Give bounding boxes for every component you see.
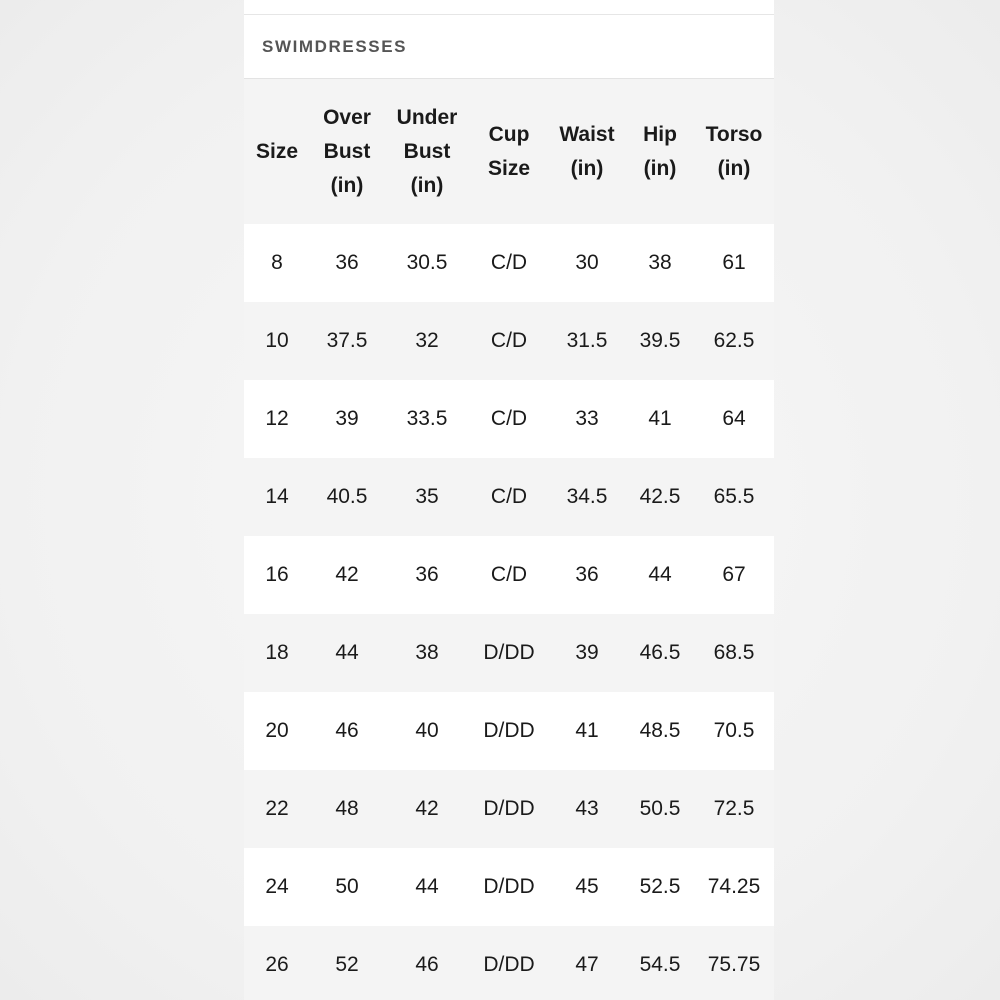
table-cell-waist: 39 xyxy=(575,641,599,664)
table-cell-size: 8 xyxy=(271,251,283,274)
column-header-line: (in) xyxy=(643,156,677,180)
table-cell-hip: 38 xyxy=(648,251,672,274)
table-cell-waist: 34.5 xyxy=(566,485,608,508)
table-cell-torso: 74.25 xyxy=(707,875,761,898)
column-header-under-bust xyxy=(384,79,470,224)
table-cell-cup-size: D/DD xyxy=(483,641,535,664)
column-header-line: (in) xyxy=(717,156,751,180)
table-cell-cup-size: D/DD xyxy=(483,953,535,976)
column-header-line: Hip xyxy=(643,122,677,146)
table-cell-hip: 50.5 xyxy=(639,797,681,820)
table-row xyxy=(244,770,774,848)
column-header-line: Bust xyxy=(323,139,371,163)
table-cell-under-bust: 44 xyxy=(415,875,439,898)
table-cell-torso: 64 xyxy=(722,407,746,430)
table-row xyxy=(244,458,774,536)
table-cell-under-bust: 40 xyxy=(415,719,439,742)
table-row xyxy=(244,302,774,380)
table-cell-hip: 39.5 xyxy=(639,329,681,352)
table-cell-under-bust: 38 xyxy=(415,641,439,664)
table-cell-size: 18 xyxy=(265,641,289,664)
column-header-torso xyxy=(694,79,774,224)
table-cell-cup-size: C/D xyxy=(490,407,528,430)
table-cell-over-bust: 40.5 xyxy=(326,485,368,508)
table-cell-under-bust: 33.5 xyxy=(406,407,448,430)
table-cell-waist: 36 xyxy=(575,563,599,586)
table-cell-under-bust: 32 xyxy=(415,329,439,352)
table-row xyxy=(244,536,774,614)
table-cell-under-bust: 30.5 xyxy=(406,251,448,274)
column-header-waist xyxy=(548,79,626,224)
column-header-hip xyxy=(626,79,694,224)
table-cell-waist: 47 xyxy=(575,953,599,976)
column-header-line: (in) xyxy=(330,173,364,197)
table-cell-size: 12 xyxy=(265,407,289,430)
table-cell-waist: 33 xyxy=(575,407,599,430)
table-cell-over-bust: 44 xyxy=(335,641,359,664)
section-title: SWIMDRESSES xyxy=(262,36,408,56)
table-cell-torso: 75.75 xyxy=(707,953,761,976)
table-cell-hip: 46.5 xyxy=(639,641,681,664)
column-header-size xyxy=(244,79,310,224)
table-cell-over-bust: 52 xyxy=(335,953,359,976)
table-row xyxy=(244,692,774,770)
table-cell-over-bust: 50 xyxy=(335,875,359,898)
table-cell-size: 16 xyxy=(265,563,289,586)
table-cell-cup-size: D/DD xyxy=(483,875,535,898)
table-cell-under-bust: 35 xyxy=(415,485,439,508)
column-header-cup-size xyxy=(470,79,548,224)
table-cell-torso: 61 xyxy=(722,251,746,274)
table-cell-over-bust: 46 xyxy=(335,719,359,742)
table-cell-over-bust: 36 xyxy=(335,251,359,274)
table-cell-torso: 68.5 xyxy=(713,641,755,664)
table-cell-under-bust: 36 xyxy=(415,563,439,586)
table-cell-hip: 44 xyxy=(648,563,672,586)
table-cell-under-bust: 46 xyxy=(415,953,439,976)
table-cell-waist: 30 xyxy=(575,251,599,274)
table-cell-cup-size: D/DD xyxy=(483,797,535,820)
table-cell-torso: 62.5 xyxy=(713,329,755,352)
column-header-line: (in) xyxy=(410,173,444,197)
section-header xyxy=(244,15,774,79)
table-cell-waist: 31.5 xyxy=(566,329,608,352)
table-cell-cup-size: C/D xyxy=(490,251,528,274)
table-row xyxy=(244,926,774,1000)
table-cell-over-bust: 42 xyxy=(335,563,359,586)
table-cell-size: 26 xyxy=(265,953,289,976)
table-cell-size: 24 xyxy=(265,875,289,898)
size-chart-card xyxy=(244,0,774,1000)
table-cell-torso: 65.5 xyxy=(713,485,755,508)
table-body xyxy=(244,224,774,1000)
column-header-line: Bust xyxy=(403,139,451,163)
table-cell-hip: 52.5 xyxy=(639,875,681,898)
table-cell-under-bust: 42 xyxy=(415,797,439,820)
column-header-line: Size xyxy=(255,139,299,163)
table-cell-cup-size: D/DD xyxy=(483,719,535,742)
table-cell-hip: 41 xyxy=(648,407,672,430)
table-cell-over-bust: 48 xyxy=(335,797,359,820)
table-cell-hip: 42.5 xyxy=(639,485,681,508)
column-header-line: Over xyxy=(323,105,371,129)
table-cell-waist: 41 xyxy=(575,719,599,742)
size-table xyxy=(244,79,774,1000)
table-cell-size: 20 xyxy=(265,719,289,742)
column-header-line: Cup xyxy=(488,122,530,146)
table-cell-size: 14 xyxy=(265,485,289,508)
column-header-line: (in) xyxy=(570,156,604,180)
table-cell-over-bust: 39 xyxy=(335,407,359,430)
column-header-over-bust xyxy=(310,79,384,224)
table-row xyxy=(244,224,774,302)
table-cell-waist: 43 xyxy=(575,797,599,820)
table-cell-hip: 48.5 xyxy=(639,719,681,742)
table-cell-torso: 70.5 xyxy=(713,719,755,742)
column-header-line: Under xyxy=(396,105,458,129)
table-cell-torso: 67 xyxy=(722,563,746,586)
column-header-line: Size xyxy=(487,156,531,180)
column-header-line: Waist xyxy=(559,122,615,146)
table-header-row xyxy=(244,79,774,224)
table-cell-cup-size: C/D xyxy=(490,329,528,352)
table-cell-torso: 72.5 xyxy=(713,797,755,820)
table-cell-hip: 54.5 xyxy=(639,953,681,976)
table-row xyxy=(244,848,774,926)
table-cell-size: 22 xyxy=(265,797,289,820)
table-cell-waist: 45 xyxy=(575,875,599,898)
table-cell-size: 10 xyxy=(265,329,289,352)
table-cell-cup-size: C/D xyxy=(490,563,528,586)
column-header-line: Torso xyxy=(705,122,763,146)
table-cell-cup-size: C/D xyxy=(490,485,528,508)
table-cell-over-bust: 37.5 xyxy=(326,329,368,352)
table-row xyxy=(244,380,774,458)
table-row xyxy=(244,614,774,692)
